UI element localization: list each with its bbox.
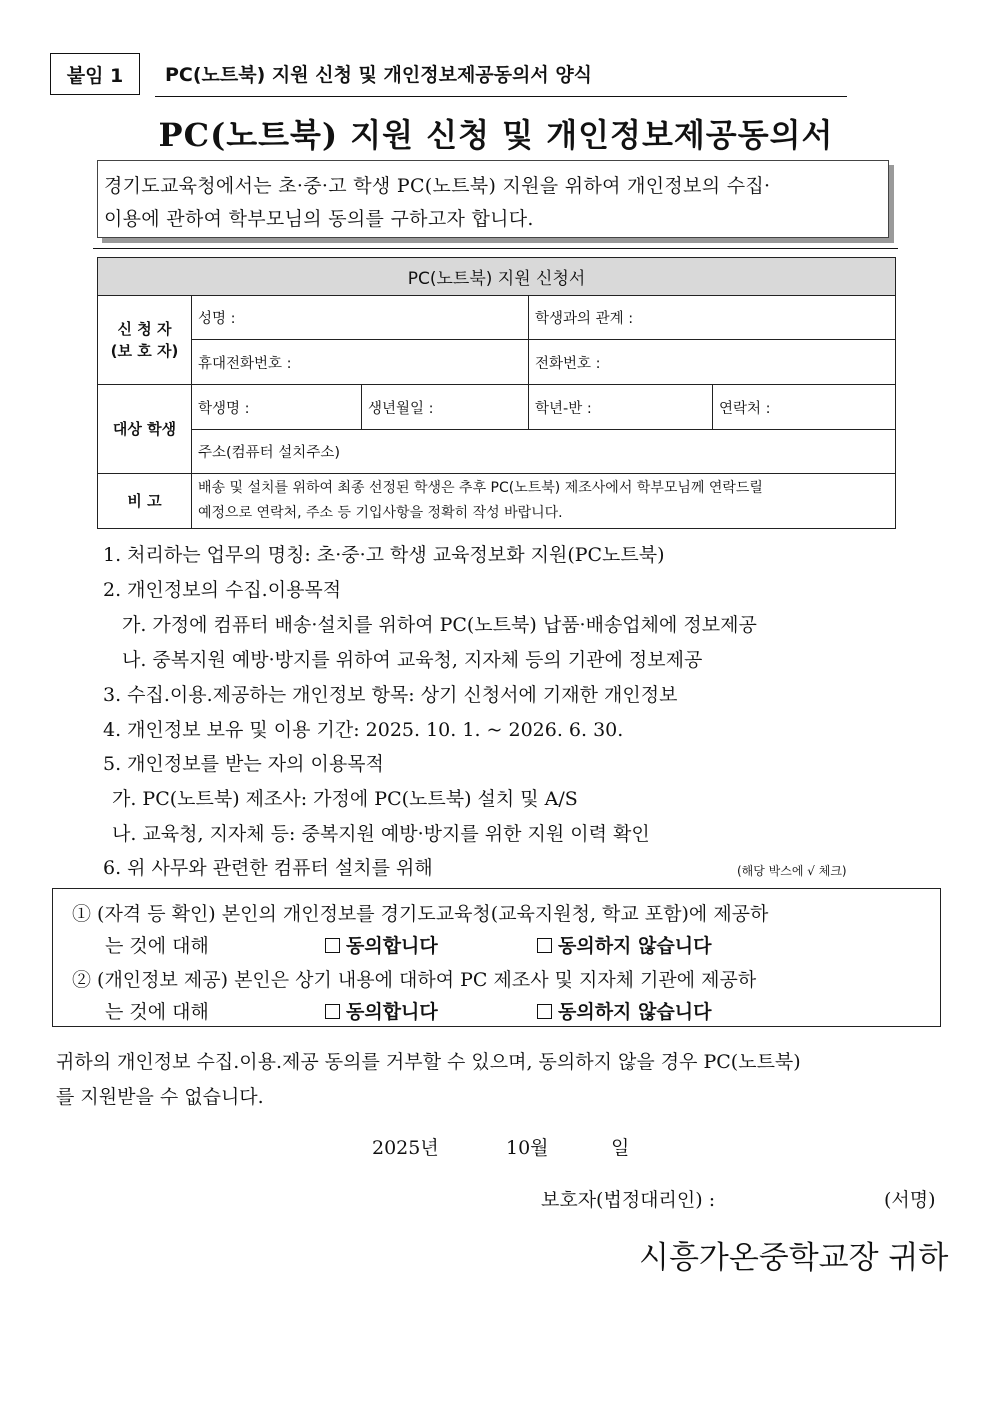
applicant-label-line-2: (보 호 자) xyxy=(110,342,179,360)
item-2: 2. 개인정보의 수집.이용목적 xyxy=(103,579,342,601)
consent-2-line-2: 는 것에 대해 xyxy=(105,1001,209,1023)
recipient: 시흥가온중학교장 귀하 xyxy=(639,1240,949,1276)
signature-field[interactable]: (서명) xyxy=(884,1189,936,1211)
date-year: 2025년 xyxy=(372,1137,439,1159)
intro-line-1: 경기도교육청에서는 초·중·고 학생 PC(노트북) 지원을 위하여 개인정보의 수집· xyxy=(104,175,771,197)
applicant-label-line-1: 신 청 자 xyxy=(117,320,172,338)
student-name-field[interactable]: 학생명 : xyxy=(192,385,362,430)
consent-1-agree-checkbox[interactable]: 동의합니다 xyxy=(325,931,438,958)
page-title: PC(노트북) 지원 신청 및 개인정보제공동의서 xyxy=(158,116,834,154)
consent-2-line-1: ② (개인정보 제공) 본인은 상기 내용에 대하여 PC 제조사 및 지자체 기관에 제공하 xyxy=(72,969,757,991)
item-5: 5. 개인정보를 받는 자의 이용목적 xyxy=(103,753,384,775)
item-2a: 가. 가정에 컴퓨터 배송·설치를 위하여 PC(노트북) 납품·배송업체에 정보제공 xyxy=(122,614,757,636)
item-6: 6. 위 사무와 관련한 컴퓨터 설치를 위해 xyxy=(103,857,433,879)
address-field[interactable]: 주소(컴퓨터 설치주소) xyxy=(192,430,896,474)
contact-field[interactable]: 연락처 : xyxy=(713,385,896,430)
checkbox-icon xyxy=(325,1004,340,1019)
item-4: 4. 개인정보 보유 및 이용 기간: 2025. 10. 1. ~ 2026. 6. 30. xyxy=(103,719,624,741)
consent-2-agree-checkbox[interactable]: 동의합니다 xyxy=(325,997,438,1024)
mobile-field[interactable]: 휴대전화번호 : xyxy=(192,340,529,385)
intro-box xyxy=(97,160,889,238)
refusal-notice-line-1: 귀하의 개인정보 수집.이용.제공 동의를 거부할 수 있으며, 동의하지 않을 경우 PC(노트북) xyxy=(56,1051,801,1073)
intro-divider xyxy=(93,248,898,249)
item-1: 1. 처리하는 업무의 명칭: 초·중·고 학생 교육정보화 지원(PC노트북) xyxy=(103,544,665,566)
consent-1-line-1: ① (자격 등 확인) 본인의 개인정보를 경기도교육청(교육지원청, 학교 포함)에 제공하 xyxy=(72,903,769,925)
consent-2-disagree-checkbox[interactable]: 동의하지 않습니다 xyxy=(537,997,711,1024)
date-day: 일 xyxy=(611,1137,630,1159)
remark-line-2: 예정으로 연락처, 주소 등 기입사항을 정확히 작성 바랍니다. xyxy=(198,505,563,521)
item-2b: 나. 중복지원 예방·방지를 위하여 교육청, 지자체 등의 기관에 정보제공 xyxy=(122,649,703,671)
consent-1-disagree-checkbox[interactable]: 동의하지 않습니다 xyxy=(537,931,711,958)
student-label: 대상 학생 xyxy=(98,385,192,474)
attachment-title: PC(노트북) 지원 신청 및 개인정보제공동의서 양식 xyxy=(165,64,593,86)
attachment-label: 붙임 1 xyxy=(50,53,140,95)
checkbox-icon xyxy=(325,938,340,953)
guardian-label: 보호자(법정대리인) : xyxy=(541,1189,716,1211)
checkbox-icon xyxy=(537,1004,552,1019)
item-3: 3. 수집.이용.제공하는 개인정보 항목: 상기 신청서에 기재한 개인정보 xyxy=(103,684,678,706)
item-5a: 가. PC(노트북) 제조사: 가정에 PC(노트북) 설치 및 A/S xyxy=(112,788,578,810)
guardian-name-field[interactable]: 성명 : xyxy=(192,296,529,340)
phone-field[interactable]: 전화번호 : xyxy=(529,340,896,385)
birth-date-field[interactable]: 생년월일 : xyxy=(362,385,529,430)
applicant-label xyxy=(98,296,192,385)
consent-1-line-2: 는 것에 대해 xyxy=(105,935,209,957)
remark-label: 비 고 xyxy=(98,474,192,529)
header-divider xyxy=(155,96,847,97)
remark-line-1: 배송 및 설치를 위하여 최종 선정된 학생은 추후 PC(노트북) 제조사에서 학부모님께 연락드릴 xyxy=(198,480,763,496)
item-5b: 나. 교육청, 지자체 등: 중복지원 예방·방지를 위한 지원 이력 확인 xyxy=(112,823,650,845)
date-month: 10월 xyxy=(506,1137,549,1159)
remark-note xyxy=(192,474,896,529)
refusal-notice-line-2: 를 지원받을 수 없습니다. xyxy=(56,1086,264,1108)
grade-class-field[interactable]: 학년-반 : xyxy=(529,385,713,430)
relation-field[interactable]: 학생과의 관계 : xyxy=(529,296,896,340)
application-form-table xyxy=(97,257,896,529)
check-hint: (해당 박스에 √ 체크) xyxy=(737,864,847,878)
application-title: PC(노트북) 지원 신청서 xyxy=(98,258,896,296)
checkbox-icon xyxy=(537,938,552,953)
intro-line-2: 이용에 관하여 학부모님의 동의를 구하고자 합니다. xyxy=(104,208,534,230)
